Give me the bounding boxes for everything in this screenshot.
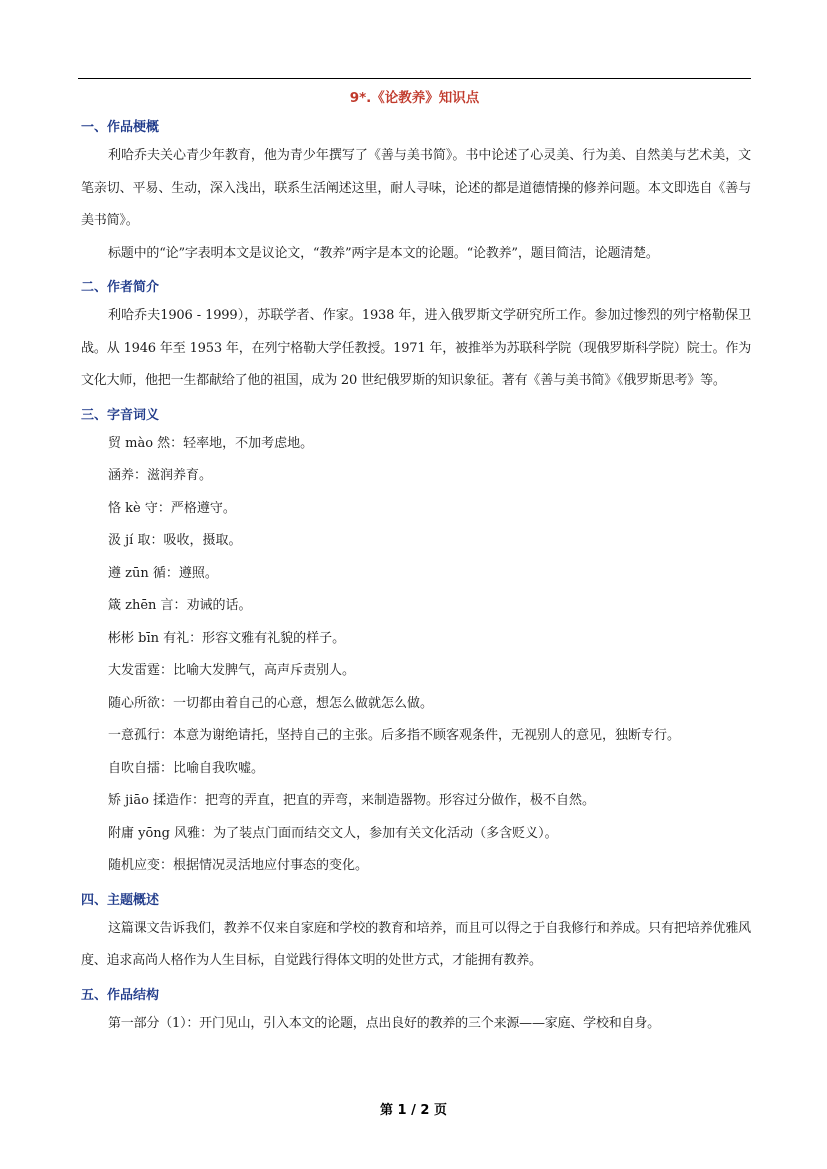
author-paragraph: 利哈乔夫1906 - 1999），苏联学者、作家。1938 年，进入俄罗斯文学研究所工作。参加过惨烈的列宁格勒保卫战。从 1946 年至 1953 年，在列宁格勒大学任教授。1971 年，被推举为苏联科学院（现俄罗斯科学院）院士。作为文化大师，他把一生都献给了他的祖国，成为 20 世纪俄罗斯的知识象征。著有《善与美书简》《俄罗斯思考》等。 (81, 308, 751, 388)
vocab-item: 涵养：滋润养育。 (108, 468, 213, 483)
vocab-item: 大发雷霆：比喻大发脾气，高声斥责别人。 (108, 663, 356, 678)
vocab-item: 遵 zūn 循：遵照。 (108, 565, 218, 581)
section-heading-structure: 五、作品结构 (81, 987, 160, 1003)
vocab-item: 恪 kè 守：严格遵守。 (108, 500, 236, 516)
section-heading-author: 二、作者简介 (81, 280, 160, 295)
vocab-item: 附庸 yōng 风雅：为了装点门面而结交文人，参加有关文化活动（多含贬义）。 (108, 825, 558, 841)
vocab-item: 汲 jí 取：吸收，摄取。 (108, 533, 242, 548)
vocab-item: 随机应变：根据情况灵活地应付事态的变化。 (108, 858, 369, 873)
page-title: 9*.《论教养》知识点 (349, 90, 480, 106)
page-number: 第 1 / 2 页 (380, 1103, 447, 1118)
vocabulary-list (81, 428, 751, 883)
vocab-item: 箴 zhēn 言：劝诫的话。 (108, 598, 252, 613)
summary-paragraph-2: 标题中的“论”字表明本文是议论文，“教养”两字是本文的论题。“论教养”，题目简洁，论题清楚。 (108, 245, 659, 261)
vocab-item: 矫 jiāo 揉造作：把弯的弄直，把直的弄弯，来制造器物。形容过分做作，极不自然。 (108, 793, 596, 808)
section-heading-summary: 一、作品梗概 (81, 120, 160, 135)
vocab-item: 随心所欲：一切都由着自己的心意，想怎么做就怎么做。 (108, 695, 434, 711)
section-heading-vocabulary: 三、字音词义 (81, 407, 160, 423)
vocab-item: 一意孤行：本意为谢绝请托，坚持自己的主张。后多指不顾客观条件，无视别人的意见，独断专行。 (108, 728, 681, 743)
vocab-item: 自吹自擂：比喻自我吹嘘。 (108, 760, 265, 776)
header-rule (78, 78, 751, 79)
document-body (81, 115, 751, 1040)
theme-paragraph: 这篇课文告诉我们，教养不仅来自家庭和学校的教育和培养，而且可以得之于自我修行和养成。只有把培养优雅风度、追求高尚人格作为人生目标，自觉践行得体文明的处世方式，才能拥有教养。 (81, 920, 751, 968)
vocab-item: 彬彬 bīn 有礼：形容文雅有礼貌的样子。 (108, 630, 346, 646)
section-heading-theme: 四、主题概述 (81, 892, 160, 908)
structure-paragraph: 第一部分（1）：开门见山，引入本文的论题，点出良好的教养的三个来源——家庭、学校和自身。 (108, 1015, 660, 1031)
summary-paragraph-1: 利哈乔夫关心青少年教育，他为青少年撰写了《善与美书简》。书中论述了心灵美、行为美、自然美与艺术美，文笔亲切、平易、生动，深入浅出，联系生活阐述这里，耐人寻味，论述的都是道德情操的修养问题。本文即选自《善与美书简》。 (81, 148, 751, 228)
vocab-item: 贸 mào 然：轻率地，不加考虑地。 (108, 435, 314, 451)
